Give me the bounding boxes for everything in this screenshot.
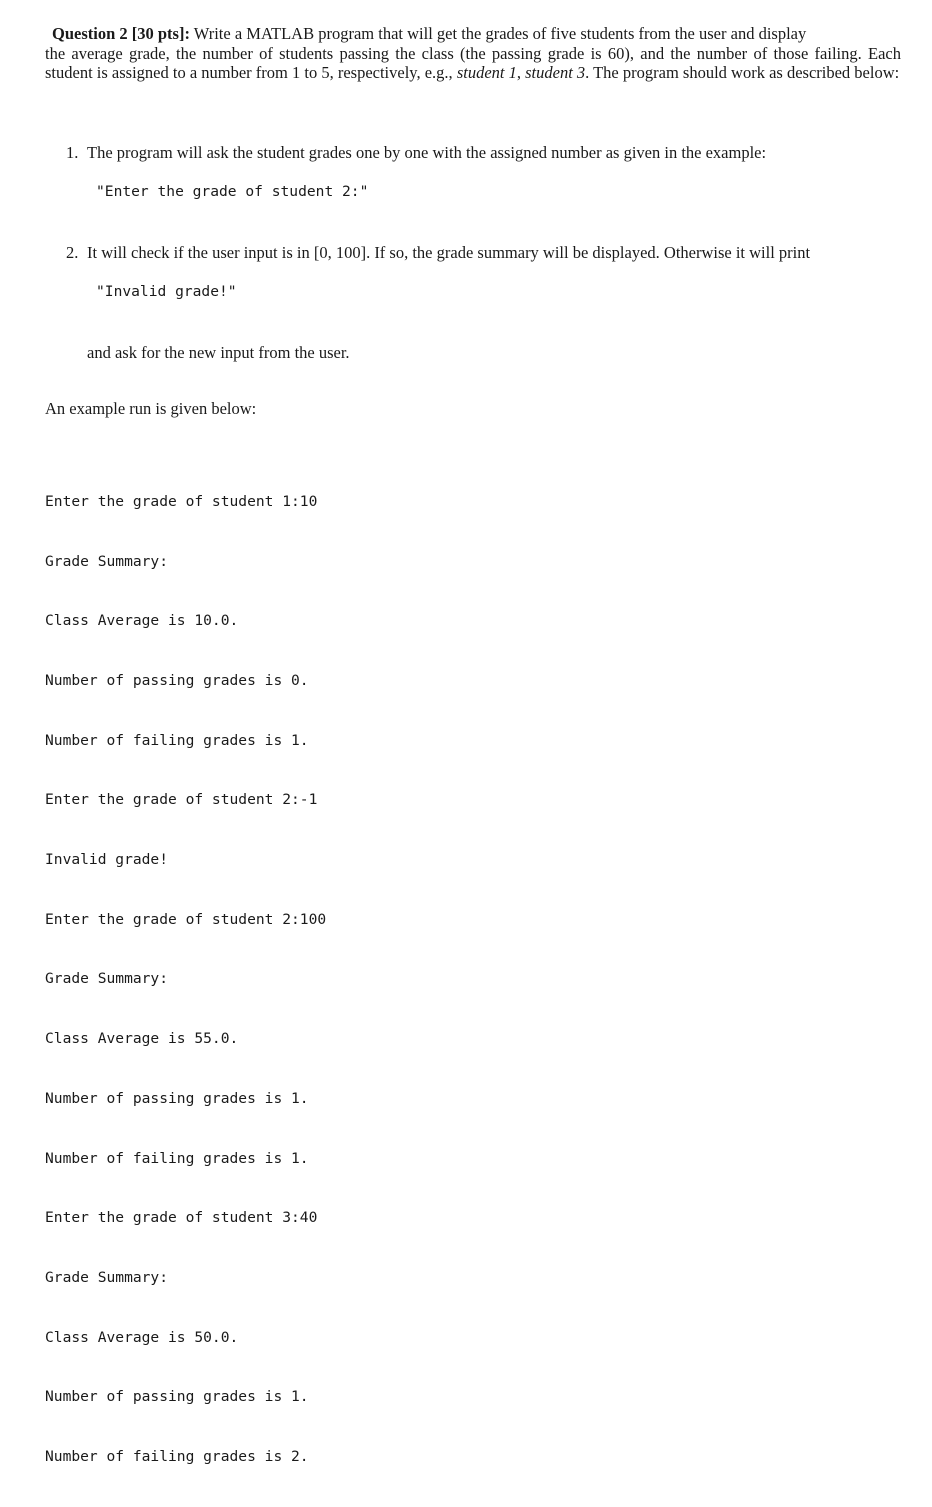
example-output <box>45 452 326 1507</box>
step-2-code: "Invalid grade!" <box>96 283 237 300</box>
step-1-number: 1. <box>66 143 79 162</box>
question-text-rest-b: . The program should work as described below: <box>585 63 900 83</box>
question-label: Question 2 [30 pts]: <box>52 24 190 43</box>
output-line: Invalid grade! <box>45 851 169 869</box>
output-line: Grade Summary: <box>45 970 169 988</box>
step-1 <box>66 143 896 163</box>
step-1-text: The program will ask the student grades one by one with the assigned number as given in the example: <box>87 143 767 162</box>
output-line: Grade Summary: <box>45 1268 169 1286</box>
example-label: An example run is given below: <box>45 399 257 418</box>
step-2-number: 2. <box>66 243 79 262</box>
output-line: Number of passing grades is 1. <box>45 1388 309 1406</box>
output-line: Grade Summary: <box>45 552 169 570</box>
question-emphasis-student-3: student 3 <box>525 63 586 83</box>
output-line: Enter the grade of student 2:100 <box>45 910 327 928</box>
step-2-after-text: and ask for the new input from the user. <box>87 343 350 362</box>
output-line: Enter the grade of student 2:-1 <box>45 791 318 809</box>
step-2-text: It will check if the user input is in [0, 100]. If so, the grade summary will be displayed. Otherwise it will print <box>87 243 811 262</box>
output-line: Class Average is 55.0. <box>45 1030 239 1048</box>
output-line: Number of failing grades is 1. <box>45 1149 309 1167</box>
output-line: Class Average is 10.0. <box>45 612 239 630</box>
output-line: Enter the grade of student 1:10 <box>45 492 318 510</box>
output-line: Number of failing grades is 2. <box>45 1448 309 1466</box>
output-line: Enter the grade of student 3:40 <box>45 1209 318 1227</box>
question-intro <box>45 24 901 83</box>
output-line: Number of failing grades is 1. <box>45 731 309 749</box>
output-line: Class Average is 50.0. <box>45 1328 239 1346</box>
output-line: Number of passing grades is 0. <box>45 671 309 689</box>
question-text-rest-a: the average grade, the number of students passing the class (the passing grade is 60), and the number of those failing. Each student is assigned to a number from 1 to 5, respectively, e.g., <box>45 43 901 83</box>
question-emphasis-student-1: student 1 <box>456 63 517 83</box>
step-1-code: "Enter the grade of student 2:" <box>96 183 369 200</box>
question-first-line <box>45 24 901 44</box>
question-text-line1: Write a MATLAB program that will get the grades of five students from the user and display <box>193 24 807 43</box>
question-comma: , <box>516 63 521 83</box>
output-line: Number of passing grades is 1. <box>45 1089 309 1107</box>
step-2 <box>66 243 896 263</box>
